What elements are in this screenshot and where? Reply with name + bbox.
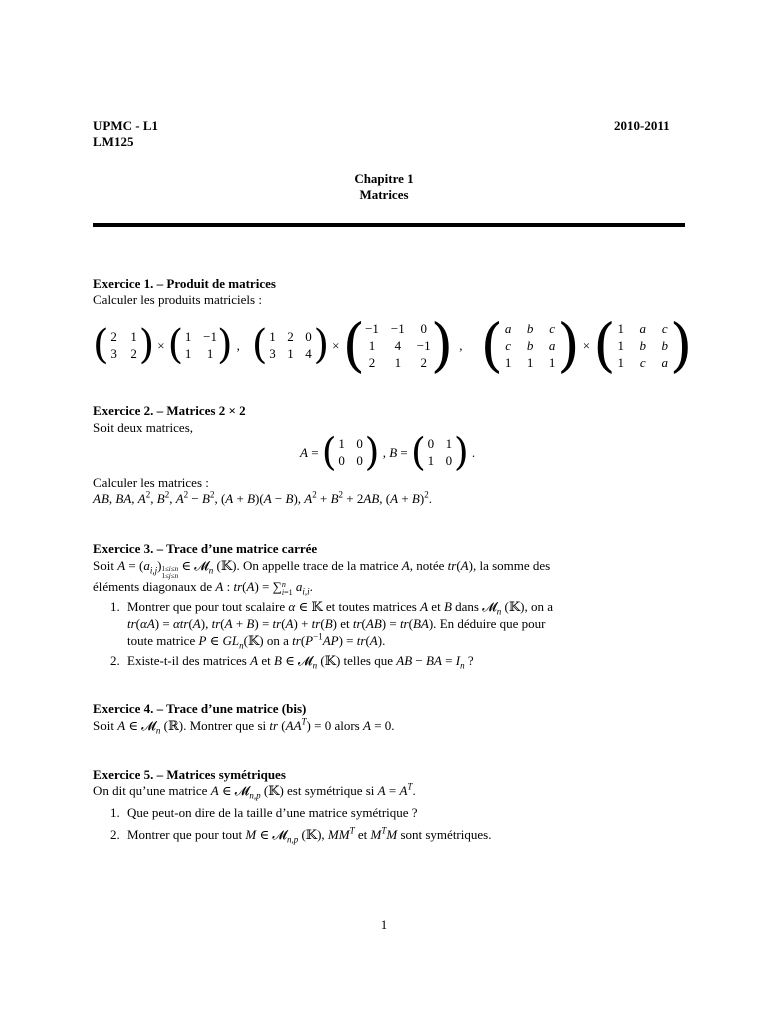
exercise-5-question-1: 1. Que peut-on dire de la taille d’une matrice symétrique ? [110, 805, 418, 820]
matrix-1a: ( 2 1 3 2 ) [93, 322, 155, 368]
matrix-a: ( 1 0 0 0 ) [321, 430, 380, 474]
exercise-2-calc: Calculer les matrices : [93, 475, 209, 490]
matrix-2b: ( −1 −1 0 1 4 −1 2 1 2 ) [342, 311, 454, 379]
exercise-5-intro: On dit qu’une matrice A ∈ 𝓜$_{n,p}$ (𝕂) est symétrique si $A = A^T$. [93, 781, 416, 801]
exercise-2-matrices: A = ( 1 0 0 0 ) , B = ( 0 1 1 0 ) . [300, 430, 476, 474]
exercise-4-statement: Soit A ∈ 𝓜$_n$ (ℝ). Montrer que si tr $(AA^T) = 0$ alors A = 0. [93, 716, 395, 736]
exercise-3-question-2: 2. Existe-t-il des matrices A et B ∈ 𝓜$_n$ (𝕂) telles que AB − BA = $I_n$ ? [110, 653, 474, 671]
exercise-3-question-1: 1. Montrer que pour tout scalaire α ∈ 𝕂 et toutes matrices A et B dans 𝓜$_n$ (𝕂), on a tr(αA) = αtr(A), tr(A + B) = tr(A) + tr(B) et tr(AB) = tr(BA). En déduire que pour toute matrice P ∈ $GL_n(𝕂)$ on a $tr(P^{-1}AP) = tr(A)$. [110, 599, 554, 651]
exercise-1-title: Exercice 1. – Produit de matrices [93, 276, 276, 291]
exercise-2-title: Exercice 2. – Matrices 2 × 2 [93, 403, 246, 418]
exercise-3-title: Exercice 3. – Trace d’une matrice carrée [93, 541, 318, 556]
header-rule [93, 223, 685, 227]
exercise-1-matrix-products: ( 2 1 3 2 ) × ( 1 −1 1 1 ) , ( 1 2 0 3 1 4 ) × ( −1 −1 0 1 4 −1 2 1 2 ) , ( a b c c b a 1 1 1 ) × ( 1 a c 1 b b 1 c a ) [93, 311, 693, 379]
exercise-5-question-2: 2. Montrer que pour tout M ∈ 𝓜$_{n,p}$ (𝕂), $MM^T$ et $M^TM$ sont symétriques. [110, 825, 492, 845]
exercise-2-intro: Soit deux matrices, [93, 420, 194, 435]
matrix-1b: ( 1 −1 1 1 ) [167, 322, 233, 368]
matrix-3b: ( 1 a c 1 b b 1 c a ) [593, 311, 693, 379]
matrix-2a: ( 1 2 0 3 1 4 ) [251, 322, 330, 368]
chapter-title: Chapitre 1 [354, 171, 414, 186]
course-code: LM125 [93, 134, 134, 149]
page-number: 1 [380, 917, 388, 932]
exercise-1-intro: Calculer les produits matriciels : [93, 292, 262, 307]
institution: UPMC - L1 [93, 118, 158, 133]
chapter-subject: Matrices [359, 187, 409, 202]
exercise-4-title: Exercice 4. – Trace d’une matrice (bis) [93, 701, 307, 716]
exercise-2-expressions: AB, BA, $A^2$, $B^2$, $A^2 - B^2$, (A + B)(A − B), $A^2 + B^2 + 2AB$, $(A + B)^2$. [93, 489, 432, 506]
matrix-3a: ( a b c c b a 1 1 1 ) [480, 311, 580, 379]
academic-year: 2010-2011 [614, 118, 670, 133]
exercise-3-intro-line2: éléments diagonaux de A : tr(A) = ∑n i=1 $a_{i,i}$. [93, 579, 313, 597]
exercise-3-intro-line1: Soit $A = (a_{i,j})1\le i\le n$ 1≤j≤n ∈ 𝓜$_n$ (𝕂). On appelle trace de la matrice A, notée tr(A), la somme des [93, 558, 551, 580]
matrix-b: ( 0 1 1 0 ) [411, 430, 469, 474]
exercise-5-title: Exercice 5. – Matrices symétriques [93, 767, 286, 782]
